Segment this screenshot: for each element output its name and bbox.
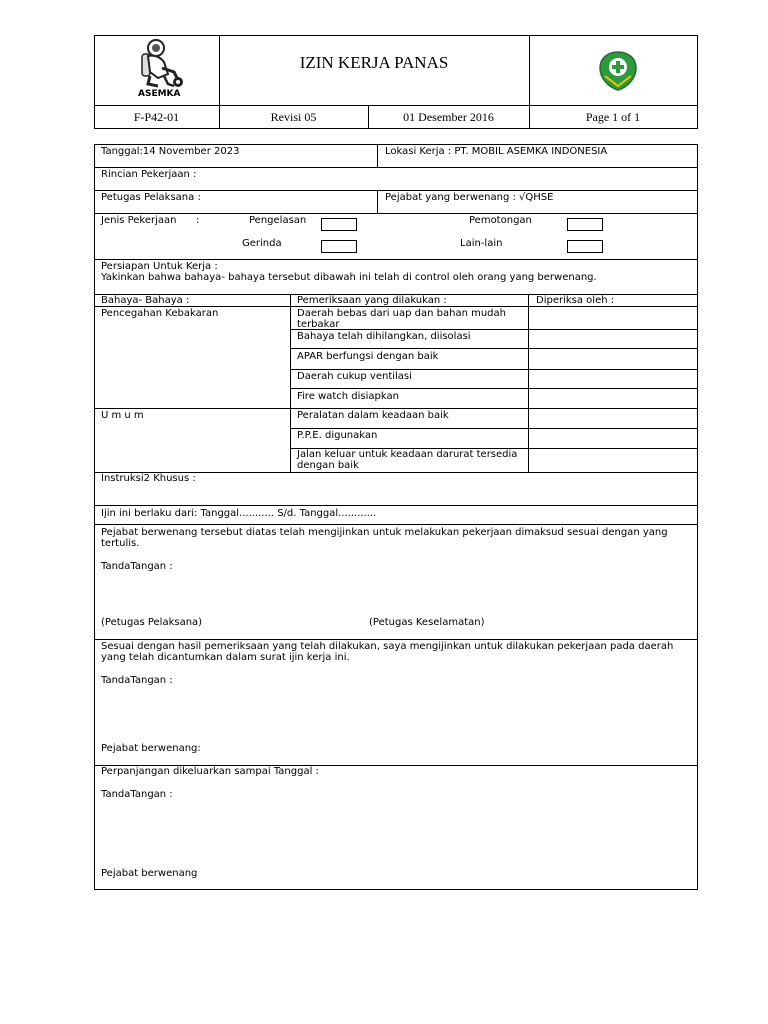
hazard-header-diperiksa: Diperiksa oleh :	[536, 295, 615, 306]
check-item: APAR berfungsi dengan baik	[297, 351, 439, 362]
checkbox-pemotongan[interactable]	[567, 218, 603, 231]
perpanjangan-title: Perpanjangan dikeluarkan sampai Tanggal :	[101, 766, 319, 777]
role-petugas-keselamatan: (Petugas Keselamatan)	[369, 617, 485, 628]
authorization-text: Pejabat berwenang tersebut diatas telah mengijinkan untuk melakukan pekerjaan dimaksud sesuai dengan yang tertulis.	[101, 527, 668, 549]
hazard-group-pencegahan: Pencegahan Kebakaran	[101, 308, 219, 319]
option-gerinda: Gerinda	[242, 238, 282, 249]
pejabat-field: Pejabat yang berwenang : √QHSE	[385, 192, 554, 203]
signature-label: TandaTangan :	[101, 675, 173, 686]
persiapan-title: Persiapan Untuk Kerja :	[101, 261, 218, 272]
option-pengelasan: Pengelasan	[249, 215, 307, 226]
hazard-header-pemeriksaan: Pemeriksaan yang dilakukan :	[297, 295, 447, 306]
doc-date: 01 Desember 2016	[403, 110, 494, 124]
instruksi-field: Instruksi2 Khusus :	[101, 473, 196, 484]
checkbox-pengelasan[interactable]	[321, 218, 357, 231]
doc-code: F-P42-01	[133, 110, 180, 124]
checkbox-lain-lain[interactable]	[567, 240, 603, 253]
rincian-field: Rincian Pekerjaan :	[101, 169, 197, 180]
check-item: P.P.E. digunakan	[297, 430, 378, 441]
tanggal-field: Tanggal:14 November 2023	[101, 146, 240, 157]
check-item: Daerah cukup ventilasi	[297, 371, 412, 382]
hazard-header-bahaya: Bahaya- Bahaya :	[101, 295, 190, 306]
berlaku-field: Ijin ini berlaku dari: Tanggal........... S/d. Tanggal............	[101, 508, 377, 519]
persiapan-note: Yakinkan bahwa bahaya- bahaya tersebut dibawah ini telah di control oleh orang yang berwenang.	[101, 272, 597, 283]
petugas-field: Petugas Pelaksana :	[101, 192, 201, 203]
safety-cross-emblem-icon	[597, 50, 639, 92]
role-petugas-pelaksana: (Petugas Pelaksana)	[101, 617, 203, 628]
k3-emblem	[597, 50, 639, 92]
lokasi-field: Lokasi Kerja : PT. MOBIL ASEMKA INDONESIA	[385, 146, 608, 157]
company-logo-text: ASEMKA	[138, 89, 181, 99]
option-pemotongan: Pemotongan	[469, 215, 532, 226]
hazard-group-umum: U m u m	[101, 410, 144, 421]
jenis-label: Jenis Pekerjaan	[101, 215, 177, 226]
company-logo	[128, 38, 192, 102]
role-pejabat-berwenang: Pejabat berwenang:	[101, 743, 201, 754]
check-item: Peralatan dalam keadaan baik	[297, 410, 449, 421]
check-item: Daerah bebas dari uap dan bahan mudah terbakar	[297, 308, 506, 330]
page-title: IZIN KERJA PANAS	[299, 53, 449, 72]
page-number: Page 1 of 1	[585, 110, 641, 124]
check-item: Bahaya telah dihilangkan, diisolasi	[297, 331, 471, 342]
checkbox-gerinda[interactable]	[321, 240, 357, 253]
check-item: Jalan keluar untuk keadaan darurat tersedia dengan baik	[297, 449, 518, 471]
jenis-colon: :	[196, 215, 200, 226]
astronaut-mascot-icon	[128, 38, 192, 90]
option-lain-lain: Lain-lain	[460, 238, 503, 249]
revision: Revisi 05	[270, 110, 317, 124]
check-item: Fire watch disiapkan	[297, 391, 399, 402]
signature-label: TandaTangan :	[101, 789, 173, 800]
role-pejabat-berwenang-final: Pejabat berwenang	[101, 868, 198, 879]
signature-label: TandaTangan :	[101, 561, 173, 572]
inspection-text: Sesuai dengan hasil pemeriksaan yang telah dilakukan, saya mengijinkan untuk dilakukan pekerjaan pada daerah yang telah dicantumkan dalam surat ijin kerja ini.	[101, 641, 674, 663]
